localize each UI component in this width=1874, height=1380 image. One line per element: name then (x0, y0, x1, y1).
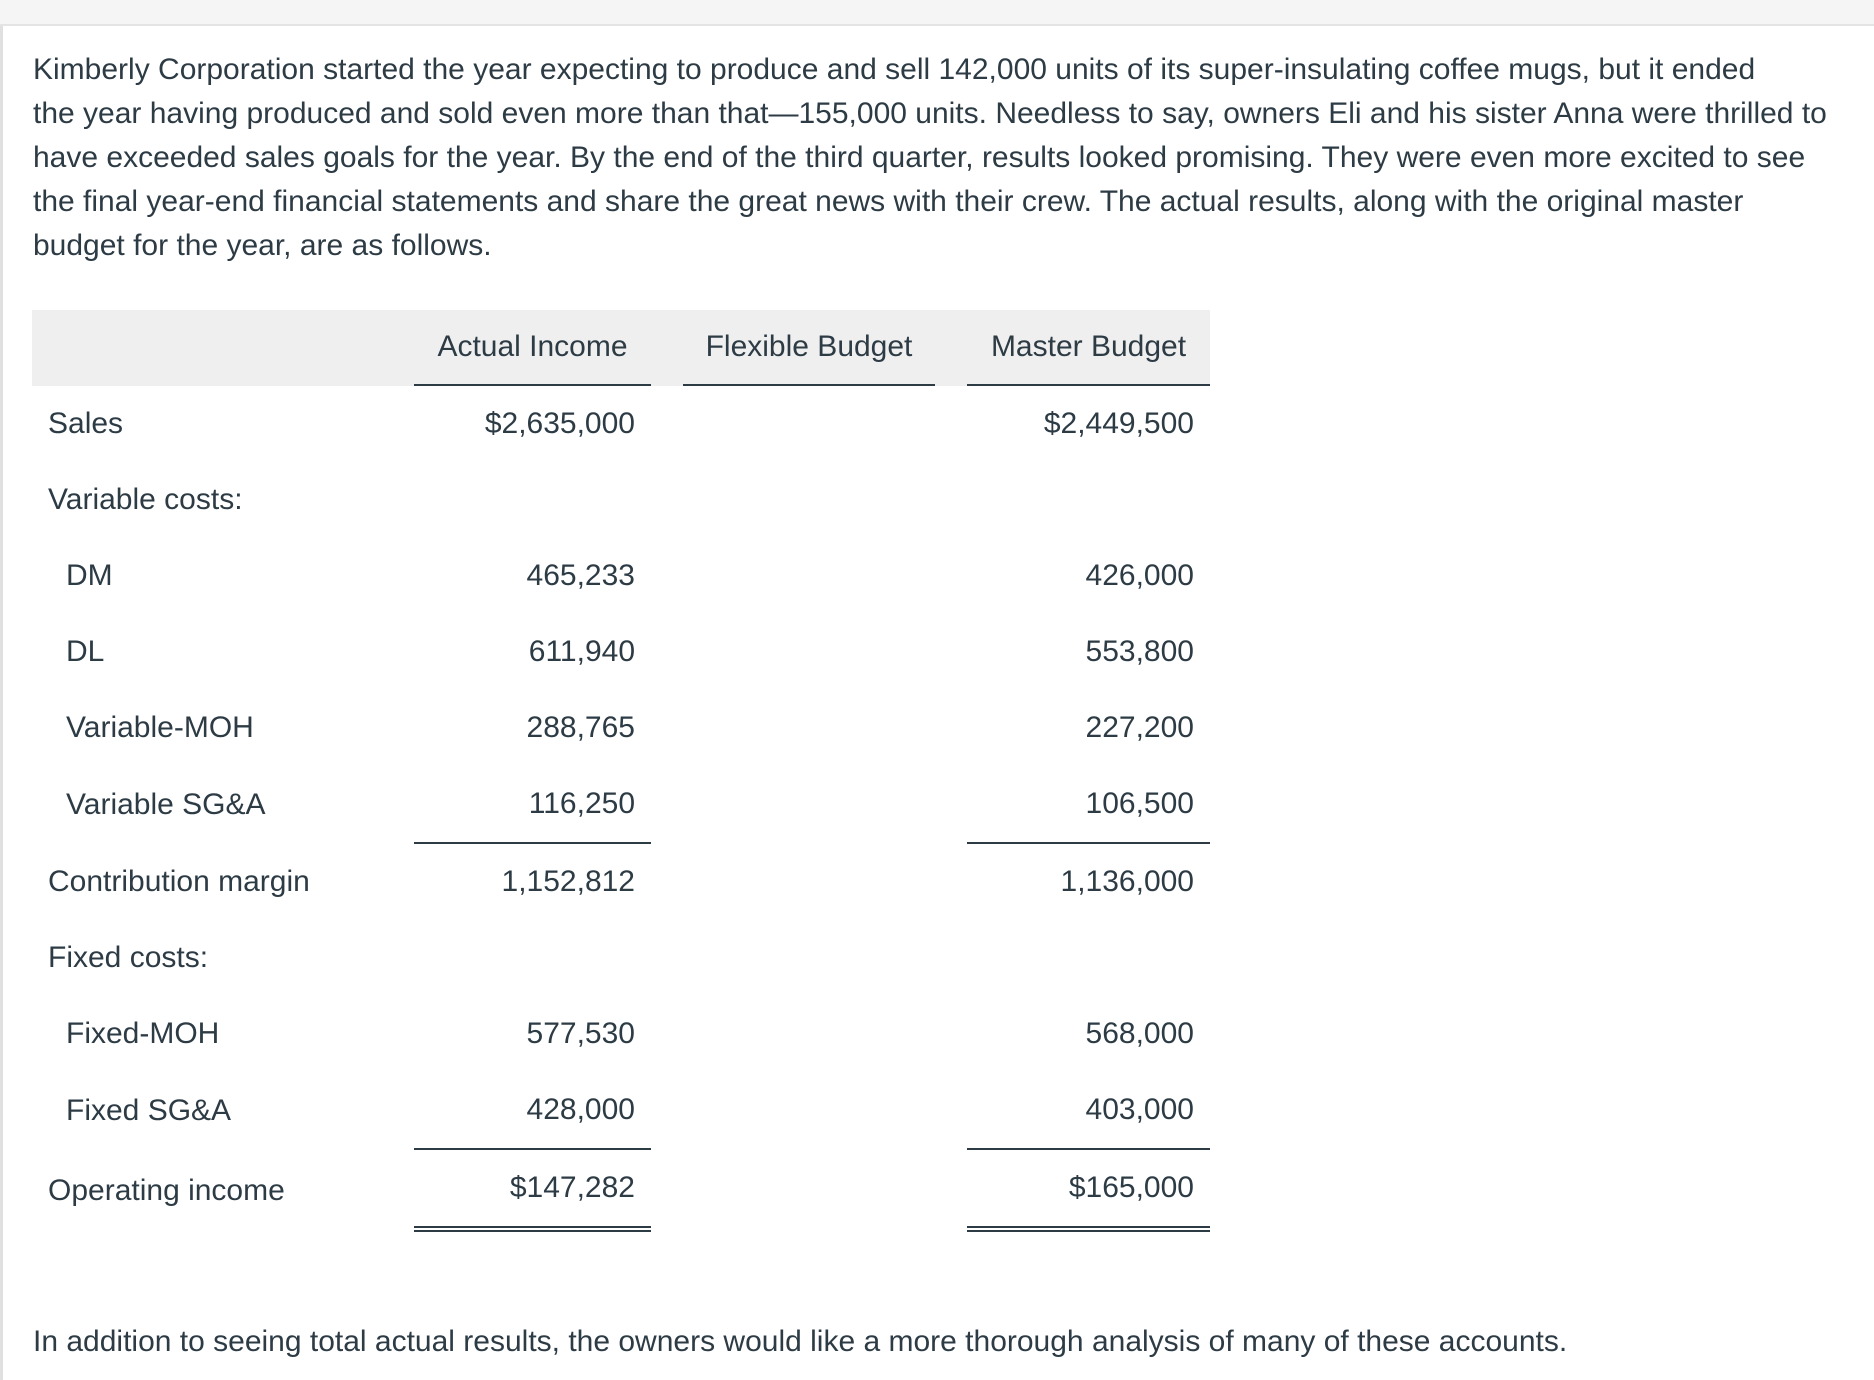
flexible-cell (683, 614, 935, 690)
column-gap (382, 766, 414, 844)
column-gap (651, 766, 683, 844)
table-row (32, 766, 1210, 844)
intro-line: Kimberly Corporation started the year expecting to produce and sell 142,000 units of its super-insulating coffee mugs, but it ended (33, 53, 1756, 86)
table-row (32, 1150, 1210, 1232)
flexible-cell (683, 1072, 935, 1150)
column-gap (935, 920, 967, 996)
row-label-dm: DM (66, 559, 113, 592)
flexible-cell (683, 1150, 935, 1232)
column-gap (651, 386, 683, 462)
row-label-fixed-costs: Fixed costs: (48, 941, 209, 974)
column-gap (382, 386, 414, 462)
column-gap (651, 920, 683, 996)
master-budget-header (967, 310, 1210, 386)
table-row (32, 996, 1210, 1072)
master-cell: 553,800 (1085, 635, 1194, 668)
intro-line: the year having produced and sold even more than that—155,000 units. Needless to say, owners Eli and his sister Anna were thrilled to (33, 97, 1827, 130)
column-gap (935, 462, 967, 538)
master-cell: 227,200 (1085, 711, 1194, 744)
actual-cell: 1,152,812 (501, 865, 635, 898)
column-gap (382, 690, 414, 766)
table-row (32, 386, 1210, 462)
row-label-dl: DL (66, 635, 105, 668)
actual-cell: 611,940 (528, 635, 635, 668)
intro-line: have exceeded sales goals for the year. By the end of the third quarter, results looked promising. They were even more excited to see (33, 141, 1806, 174)
row-label-fixed-moh: Fixed-MOH (66, 1017, 220, 1050)
column-gap (382, 614, 414, 690)
flexible-cell (683, 996, 935, 1072)
master-cell: 106,500 (967, 766, 1210, 844)
column-gap (651, 690, 683, 766)
column-gap (382, 920, 414, 996)
column-gap (935, 310, 967, 386)
row-label-variable-costs: Variable costs: (48, 483, 243, 516)
flexible-cell (683, 538, 935, 614)
row-label-variable-sga: Variable SG&A (66, 788, 266, 821)
column-gap (651, 538, 683, 614)
column-gap (935, 844, 967, 920)
intro-line: the final year-end financial statements and share the great news with their crew. The actual results, along with the original master (33, 185, 1744, 218)
column-gap (651, 844, 683, 920)
table-row (32, 844, 1210, 920)
actual-cell (414, 462, 651, 538)
flexible-cell (683, 920, 935, 996)
row-label-variable-moh: Variable-MOH (66, 711, 254, 744)
flexible-cell (683, 386, 935, 462)
row-label-sales: Sales (48, 407, 124, 440)
table-row (32, 920, 1210, 996)
actual-income-header-text: Actual Income (414, 310, 651, 386)
label-column-header (32, 310, 382, 386)
table-header-row (32, 310, 1210, 386)
column-gap (382, 996, 414, 1072)
flexible-budget-header (683, 310, 935, 386)
column-gap (382, 1072, 414, 1150)
column-gap (382, 310, 414, 386)
column-gap (935, 996, 967, 1072)
table-row (32, 614, 1210, 690)
row-label-contribution-margin: Contribution margin (48, 865, 310, 898)
master-cell (967, 462, 1210, 538)
column-gap (935, 1150, 967, 1232)
actual-cell: 577,530 (526, 1017, 635, 1050)
content-left-border (0, 26, 3, 1380)
column-gap (382, 462, 414, 538)
column-gap (651, 1150, 683, 1232)
master-cell: 568,000 (1085, 1017, 1194, 1050)
column-gap (382, 844, 414, 920)
column-gap (382, 538, 414, 614)
top-strip (0, 0, 1874, 26)
column-gap (935, 614, 967, 690)
actual-income-header (414, 310, 651, 386)
column-gap (382, 1150, 414, 1232)
row-label-operating-income: Operating income (48, 1174, 285, 1207)
flexible-cell (683, 462, 935, 538)
income-budget-table (32, 310, 1210, 1232)
table-row (32, 1072, 1210, 1150)
column-gap (651, 1072, 683, 1150)
actual-cell: $2,635,000 (484, 407, 635, 440)
column-gap (651, 310, 683, 386)
actual-cell: $147,282 (414, 1150, 651, 1232)
problem-outro-text: In addition to seeing total actual results, the owners would like a more thorough analysis of many of these accounts. (33, 1325, 1568, 1358)
intro-line: budget for the year, are as follows. (33, 229, 492, 262)
actual-cell: 116,250 (414, 766, 651, 844)
table-row (32, 462, 1210, 538)
column-gap (651, 996, 683, 1072)
column-gap (935, 538, 967, 614)
master-cell (967, 920, 1210, 996)
flexible-cell (683, 690, 935, 766)
flexible-budget-header-text: Flexible Budget (683, 310, 935, 386)
row-label-fixed-sga: Fixed SG&A (66, 1094, 232, 1127)
master-cell: $165,000 (967, 1150, 1210, 1232)
table-row (32, 690, 1210, 766)
column-gap (935, 386, 967, 462)
actual-cell: 428,000 (414, 1072, 651, 1150)
master-cell: 403,000 (967, 1072, 1210, 1150)
actual-cell (414, 920, 651, 996)
master-budget-header-text: Master Budget (967, 310, 1210, 386)
column-gap (935, 766, 967, 844)
column-gap (935, 1072, 967, 1150)
table-row (32, 538, 1210, 614)
problem-intro-text (33, 48, 1874, 268)
flexible-cell (683, 766, 935, 844)
actual-cell: 465,233 (526, 559, 635, 592)
column-gap (651, 614, 683, 690)
column-gap (935, 690, 967, 766)
master-cell: 1,136,000 (1060, 865, 1194, 898)
column-gap (651, 462, 683, 538)
master-cell: 426,000 (1085, 559, 1194, 592)
flexible-cell (683, 844, 935, 920)
actual-cell: 288,765 (526, 711, 635, 744)
master-cell: $2,449,500 (1043, 407, 1194, 440)
